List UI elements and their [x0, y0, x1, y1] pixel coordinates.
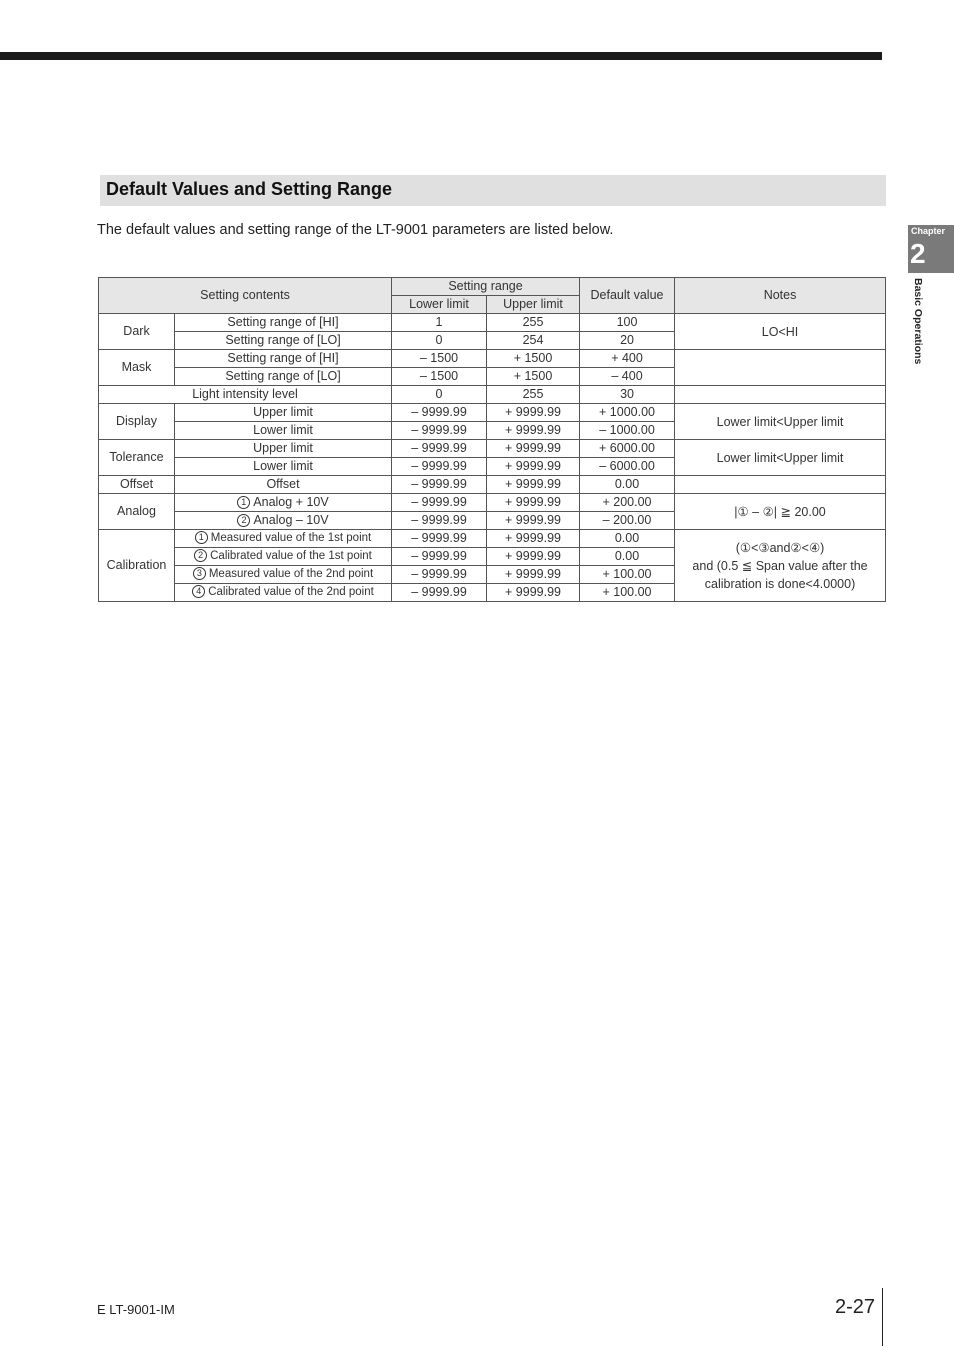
section-header	[100, 175, 886, 206]
table-row	[99, 404, 886, 422]
parameters-table	[98, 277, 886, 602]
table-row	[99, 386, 886, 404]
default-cell: 30	[580, 386, 675, 404]
upper-cell: + 9999.99	[487, 512, 580, 530]
default-cell: + 400	[580, 350, 675, 368]
default-cell: + 100.00	[580, 566, 675, 584]
group-label: Offset	[99, 476, 175, 494]
item-text: Measured value of the 1st point	[210, 532, 372, 544]
default-cell: 100	[580, 314, 675, 332]
document-code: E LT-9001-IM	[97, 1302, 175, 1317]
chapter-label: Chapter	[911, 226, 946, 236]
item-cell: Lower limit	[175, 458, 392, 476]
table-header-row	[99, 278, 886, 296]
circled-number-marker: 2	[237, 514, 250, 527]
item-cell	[175, 530, 392, 548]
item-cell	[175, 494, 392, 512]
lower-cell: – 9999.99	[392, 584, 487, 602]
lower-cell: – 9999.99	[392, 440, 487, 458]
lower-cell: – 9999.99	[392, 566, 487, 584]
chapter-tab	[908, 225, 954, 273]
table-row	[99, 476, 886, 494]
item-text: Analog + 10V	[253, 495, 329, 509]
item-text: Measured value of the 2nd point	[208, 568, 374, 580]
notes-cell: Lower limit<Upper limit	[675, 404, 886, 440]
item-cell: Setting range of [LO]	[175, 332, 392, 350]
item-cell: Lower limit	[175, 422, 392, 440]
default-cell: – 200.00	[580, 512, 675, 530]
header-notes: Notes	[675, 278, 886, 314]
lower-cell: – 1500	[392, 350, 487, 368]
upper-cell: + 9999.99	[487, 440, 580, 458]
upper-cell: + 1500	[487, 368, 580, 386]
item-cell: Offset	[175, 476, 392, 494]
upper-cell: + 9999.99	[487, 404, 580, 422]
item-text: Analog – 10V	[253, 513, 329, 527]
default-cell: 0.00	[580, 476, 675, 494]
upper-cell: 255	[487, 386, 580, 404]
item-cell	[175, 548, 392, 566]
item-cell: Light intensity level	[99, 386, 392, 404]
default-cell: – 400	[580, 368, 675, 386]
lower-cell: – 9999.99	[392, 458, 487, 476]
item-text: Calibrated value of the 1st point	[210, 550, 372, 562]
circled-number-marker: 3	[193, 567, 206, 580]
header-lower-limit: Lower limit	[392, 296, 487, 314]
default-cell: – 1000.00	[580, 422, 675, 440]
header-default-value: Default value	[580, 278, 675, 314]
item-cell: Setting range of [LO]	[175, 368, 392, 386]
default-cell: 0.00	[580, 548, 675, 566]
upper-cell: + 9999.99	[487, 476, 580, 494]
default-cell: + 200.00	[580, 494, 675, 512]
circled-number-marker: 1	[195, 531, 208, 544]
default-cell: + 1000.00	[580, 404, 675, 422]
item-cell	[175, 566, 392, 584]
upper-cell: + 9999.99	[487, 494, 580, 512]
group-label: Dark	[99, 314, 175, 350]
circled-number-marker: 4	[192, 585, 205, 598]
page-number-rule	[882, 1288, 883, 1346]
item-text: Calibrated value of the 2nd point	[208, 586, 374, 598]
notes-cell-empty	[675, 476, 886, 494]
item-cell: Setting range of [HI]	[175, 314, 392, 332]
lower-cell: 0	[392, 386, 487, 404]
upper-cell: + 1500	[487, 350, 580, 368]
group-label: Display	[99, 404, 175, 440]
table-row	[99, 314, 886, 332]
intro-text: The default values and setting range of the LT-9001 parameters are listed below.	[97, 222, 614, 238]
lower-cell: – 9999.99	[392, 530, 487, 548]
calibration-note-line2: and (0.5 ≦ Span value after the calibration is done<4.0000)	[692, 558, 868, 591]
group-label: Calibration	[99, 530, 175, 602]
lower-cell: – 9999.99	[392, 548, 487, 566]
upper-cell: 255	[487, 314, 580, 332]
group-label: Mask	[99, 350, 175, 386]
item-cell: Upper limit	[175, 440, 392, 458]
notes-cell: LO<HI	[675, 314, 886, 350]
notes-cell-empty	[675, 386, 886, 404]
calibration-note-line1: (①<③and②<④)	[735, 540, 825, 555]
default-cell: 20	[580, 332, 675, 350]
item-cell	[175, 584, 392, 602]
upper-cell: + 9999.99	[487, 548, 580, 566]
top-rule	[0, 52, 882, 60]
default-cell: + 100.00	[580, 584, 675, 602]
upper-cell: + 9999.99	[487, 422, 580, 440]
lower-cell: – 9999.99	[392, 476, 487, 494]
default-cell: + 6000.00	[580, 440, 675, 458]
upper-cell: + 9999.99	[487, 530, 580, 548]
item-cell: Setting range of [HI]	[175, 350, 392, 368]
circled-number-marker: 1	[237, 496, 250, 509]
table-row	[99, 494, 886, 512]
section-title: Default Values and Setting Range	[106, 179, 393, 199]
item-cell: Upper limit	[175, 404, 392, 422]
lower-cell: – 9999.99	[392, 494, 487, 512]
lower-cell: 1	[392, 314, 487, 332]
lower-cell: – 9999.99	[392, 512, 487, 530]
notes-cell: |① – ②| ≧ 20.00	[675, 494, 886, 530]
upper-cell: + 9999.99	[487, 584, 580, 602]
upper-cell: + 9999.99	[487, 458, 580, 476]
group-label: Tolerance	[99, 440, 175, 476]
notes-cell: Lower limit<Upper limit	[675, 440, 886, 476]
chapter-name: Basic Operations	[912, 278, 924, 365]
item-cell	[175, 512, 392, 530]
upper-cell: + 9999.99	[487, 566, 580, 584]
header-upper-limit: Upper limit	[487, 296, 580, 314]
circled-number-marker: 2	[194, 549, 207, 562]
page-number: 2-27	[835, 1296, 876, 1318]
group-label: Analog	[99, 494, 175, 530]
header-setting-contents: Setting contents	[99, 278, 392, 314]
table-row	[99, 440, 886, 458]
table-row	[99, 350, 886, 368]
notes-cell-calibration	[675, 530, 886, 602]
default-cell: 0.00	[580, 530, 675, 548]
header-setting-range: Setting range	[392, 278, 580, 296]
notes-cell-empty	[675, 350, 886, 386]
chapter-number: 2	[910, 238, 926, 269]
lower-cell: – 9999.99	[392, 404, 487, 422]
upper-cell: 254	[487, 332, 580, 350]
lower-cell: – 1500	[392, 368, 487, 386]
lower-cell: – 9999.99	[392, 422, 487, 440]
lower-cell: 0	[392, 332, 487, 350]
table-row	[99, 530, 886, 548]
default-cell: – 6000.00	[580, 458, 675, 476]
